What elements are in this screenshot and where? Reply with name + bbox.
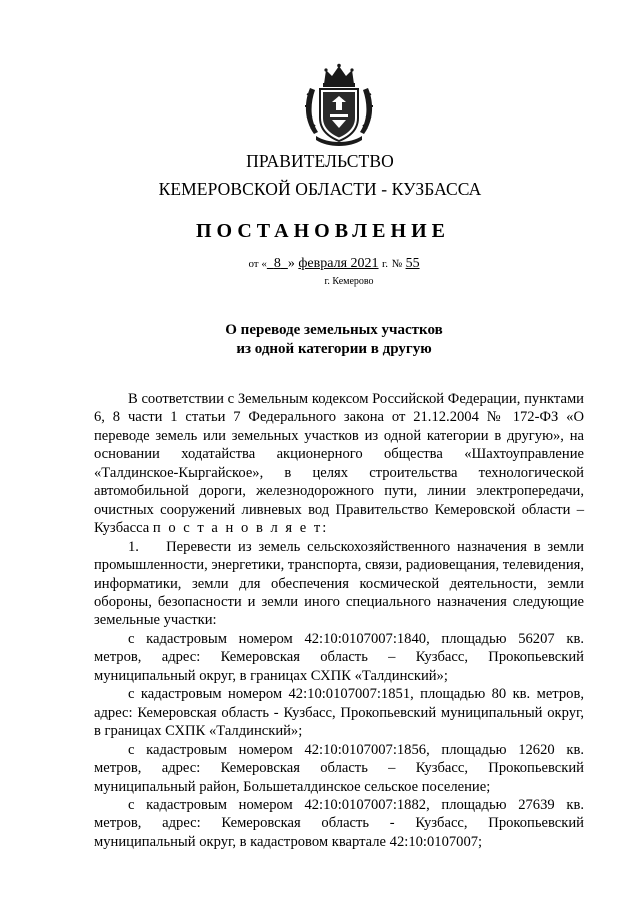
date-day: 8 — [273, 256, 281, 271]
parcel-item: с кадастровым номером 42:10:0107007:1851, площадью 80 кв. метров, адрес: Кемеровская область - Кузбасс, Прокопьевский муниципальный округ, в границах СХПК «Талдинский»; — [94, 686, 584, 740]
document-type-heading: ПОСТАНОВЛЕНИЕ — [196, 220, 450, 242]
kemerovo-coat-of-arms-icon — [302, 62, 376, 146]
parcel-item: с кадастровым номером 42:10:0107007:1856, площадью 12620 кв. метров, адрес: Кемеровская область – Кузбасс, Прокопьевский муниципальный район, Большеталдинское сельское поселение; — [94, 741, 584, 795]
document-title-line1: О переводе земельных участков — [225, 322, 443, 338]
preamble-paragraph: В соответствии с Земельным кодексом Российской Федерации, пунктами 6, 8 части 1 статьи 7 Федерального закона от 21.12.2004 № 172-ФЗ «О переводе земель или земельных участков из одной категории в другую», на основании ходатайства акционерного общества «Шахтоуправление «Талдинское-Кыргайское», в целях строительства технологической автомобильной дороги, железнодорожного пути, линии электропередачи, очистных сооружений ливневых вод Правительство Кемеровской области – Кузбасса п о с т а н о в л я е т: — [94, 391, 584, 537]
item-1-paragraph: 1. Перевести из земель сельскохозяйственного назначения в земли промышленности, энергетики, транспорта, связи, радиовещания, телевидения, информатики, земли для обеспечения космической деятельности, земли обороны, безопасности и земли иного специального назначения следующие земельные участки: — [94, 538, 584, 629]
parcel-item: с кадастровым номером 42:10:0107007:1840, площадью 56207 кв. метров, адрес: Кемеровская область – Кузбасс, Прокопьевский муниципальный округ, в границах СХПК «Талдинский»; — [94, 630, 584, 684]
date-year-suffix: г. — [382, 258, 389, 270]
resolves-word: п о с т а н о в л я е т: — [152, 520, 329, 537]
document-title-line2: из одной категории в другую — [236, 341, 432, 357]
number-label: № — [391, 258, 403, 270]
government-name-line2: КЕМЕРОВСКОЙ ОБЛАСТИ - КУЗБАССА — [158, 179, 482, 199]
date-month-year: февраля 2021 — [298, 256, 379, 271]
document-body — [94, 390, 584, 851]
document-number: 55 — [405, 256, 420, 271]
document-date-number — [0, 256, 640, 272]
parcel-item: с кадастровым номером 42:10:0107007:1882, площадью 27639 кв. метров, адрес: Кемеровская область - Кузбасс, Прокопьевский муниципальный округ, в кадастровом квартале 42:10:0107007; — [94, 796, 584, 850]
date-prefix: от « — [248, 258, 267, 270]
city-name: г. Кемерово — [324, 276, 374, 287]
date-close: » — [287, 256, 295, 271]
government-name-line1: ПРАВИТЕЛЬСТВО — [246, 151, 394, 171]
